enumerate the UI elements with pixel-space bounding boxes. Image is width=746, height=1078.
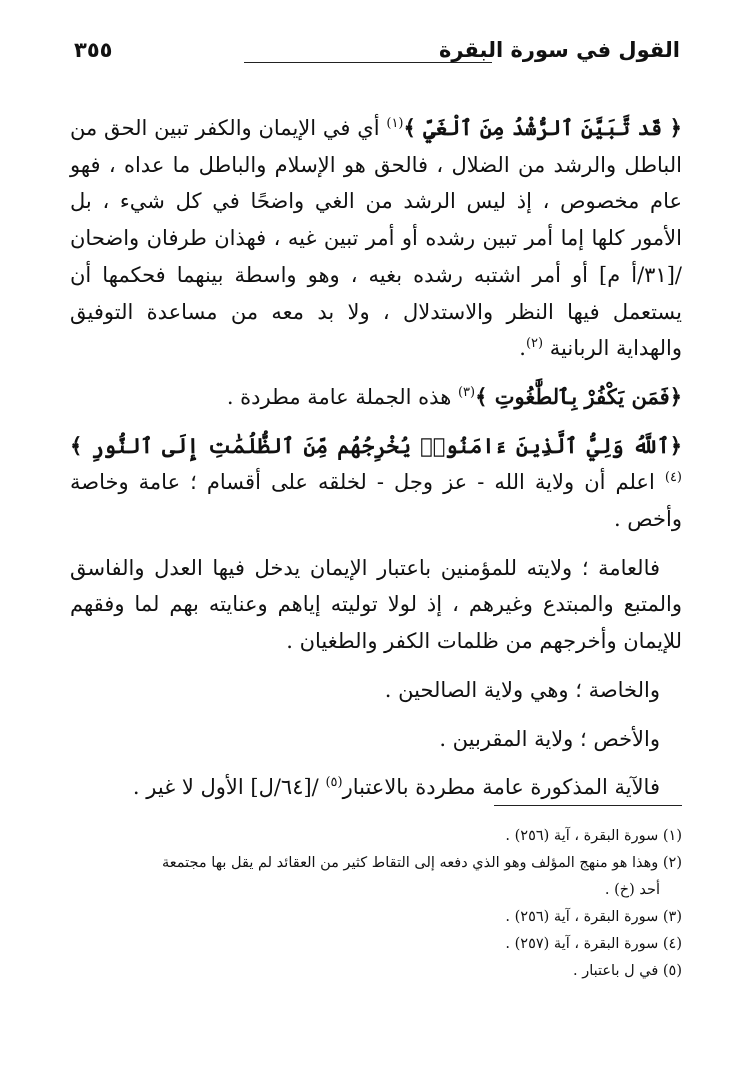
paragraph-text: والأخص ؛ ولاية المقربين .: [439, 726, 660, 751]
paragraph: [70, 110, 682, 367]
footnote: (٤) سورة البقرة ، آية (٢٥٧) .: [505, 936, 682, 952]
paragraph: [70, 721, 682, 758]
footnote: (٣) سورة البقرة ، آية (٢٥٦) .: [505, 909, 682, 925]
quran-verse: ﴿فَمَن يَكْفُرْ بِٱلطَّٰغُوتِ ﴾: [475, 383, 682, 409]
paragraph-tail: /[٦٤/ل] الأول لا غير .: [132, 775, 326, 800]
paragraph-text: اعلم أن ولاية الله - عز وجل - لخلقه على أقسام ؛ عامة وخاصة وأخص .: [70, 470, 682, 532]
footnotes: [70, 823, 682, 985]
footnote: (٢) وهذا هو منهج المؤلف وهو الذي دفعه إلى التقاط كثير من العقائد لم يقل بها مجتمعة: [162, 855, 682, 871]
running-title: القول في سورة البقرة: [438, 38, 680, 62]
paragraph-text: والخاصة ؛ وهي ولاية الصالحين .: [384, 677, 660, 702]
paragraph: [70, 379, 682, 416]
footnote-ref: (٢): [525, 336, 544, 352]
footnote-ref: (٣): [457, 384, 476, 400]
main-text: [70, 110, 682, 806]
footnote-continuation: أحد (خ) .: [604, 882, 660, 898]
paragraph-text: أي في الإيمان والكفر تبين الحق من الباطل والرشد من الضلال ، فالحق هو الإسلام والباطل ما عداه ، فهو عام مخصوص ، إذ ليس الرشد من الغي واضحًا في كل شيء ، بل الأمور كلها إما أمر تبين رشده أو أمر تبين غيه ، فهذان طرفان واضحان /[٣١/أ م] أو أمر اشتبه رشده بغيه ، وهو واسطة بينهما فحكمها أن يستعمل فيها النظر والاستدلال ، ولا بد معه من مساعدة التوفيق والهداية الربانية: [70, 116, 682, 361]
paragraph-text: فالآية المذكورة عامة مطردة بالاعتبار: [342, 775, 660, 800]
paragraph: [70, 550, 682, 660]
page-number: ٣٥٥: [74, 38, 113, 62]
paragraph-text: هذه الجملة عامة مطردة .: [226, 384, 458, 409]
paragraph-tail: .: [519, 336, 526, 361]
quran-verse: ﴿ قَد تَّبَيَّنَ ٱلرُّشْدُ مِنَ ٱلْغَيِّ ﴾: [403, 115, 682, 140]
page-header: [74, 38, 680, 78]
footnote-ref: (٤): [664, 470, 682, 486]
paragraph: [70, 428, 682, 538]
footnote: (١) سورة البقرة ، آية (٢٥٦) .: [505, 828, 682, 844]
paragraph: [70, 769, 682, 806]
footnote-ref: (٥): [325, 775, 343, 791]
paragraph: [70, 672, 682, 709]
footnote: (٥) في ل باعتبار .: [572, 963, 682, 979]
quran-verse: ﴿ٱللَّهُ وَلِيُّ ٱلَّذِينَ ءَامَنُوا۟ يُخْرِجُهُم مِّنَ ٱلظُّلُمَٰتِ إِلَى ٱلنُّورِ ﴾: [70, 432, 682, 458]
header-rule: [244, 62, 492, 63]
paragraph-text: فالعامة ؛ ولايته للمؤمنين باعتبار الإيمان يدخل فيها العدل والفاسق والمتبع والمبتدع وغيرهم ، إذ لولا توليته إياهم وعنايته بهم لما وفقهم للإيمان وأخرجهم من ظلمات الكفر والطغيان .: [70, 555, 682, 654]
footnote-ref: (١): [386, 116, 404, 131]
footnote-separator: [494, 805, 682, 806]
